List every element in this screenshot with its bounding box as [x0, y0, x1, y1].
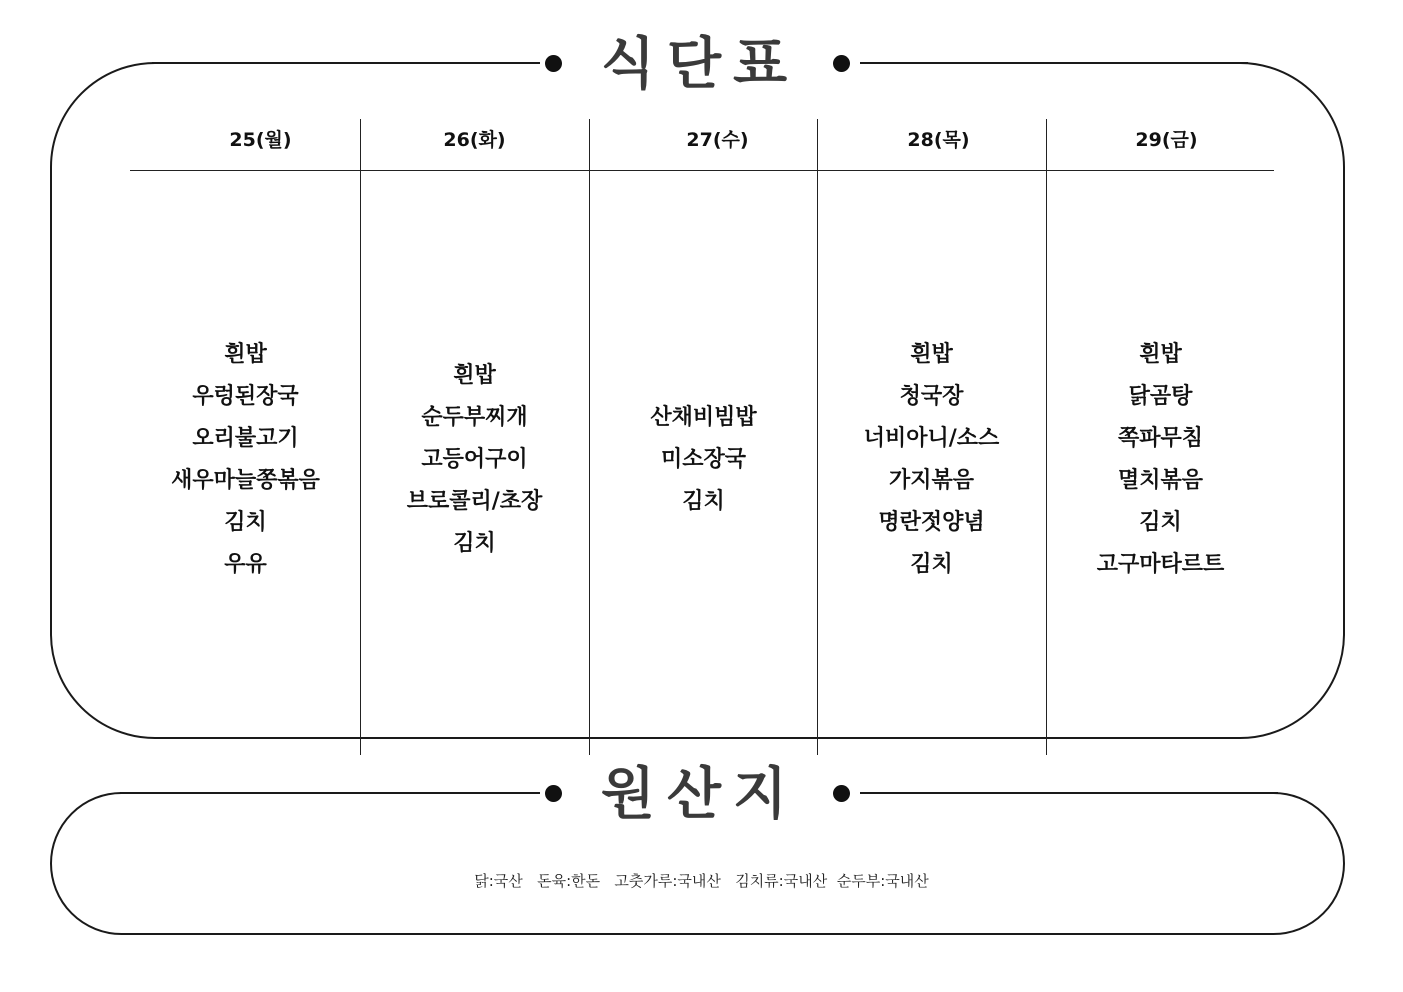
menu-heading-dot-left [545, 55, 562, 72]
origin-heading-dot-left [545, 785, 562, 802]
dish-item: 브로콜리/초장 [406, 489, 543, 514]
dish-item: 명란젓양념 [878, 510, 985, 535]
menu-heading-dot-right [833, 55, 850, 72]
day-column-fri [1046, 170, 1275, 750]
menu-title: 식단표 [600, 32, 800, 97]
day-header-fri: 29(금) [1135, 129, 1198, 151]
dish-item: 가지볶음 [888, 468, 974, 493]
dish-item: 고등어구이 [421, 447, 528, 472]
dish-item: 산채비빔밥 [650, 405, 757, 430]
dish-item: 청국장 [899, 384, 964, 409]
dish-item: 고구마타르트 [1096, 552, 1225, 577]
dish-item: 우유 [224, 552, 267, 577]
origin-info: 닭:국산 돈육:한돈 고춧가루:국내산 김치류:국내산 순두부:국내산 [474, 872, 929, 890]
day-column-mon [131, 170, 360, 750]
dish-item: 닭곰탕 [1128, 384, 1193, 409]
dish-item: 멸치볶음 [1117, 468, 1203, 493]
day-header-mon: 25(월) [229, 129, 292, 151]
origin-heading-area [540, 758, 860, 828]
day-header-tue: 26(화) [443, 129, 506, 151]
dish-item: 쪽파무침 [1117, 426, 1203, 451]
dish-item: 너비아니/소스 [863, 426, 1000, 451]
dish-item: 우렁된장국 [192, 384, 299, 409]
origin-heading-line-left [120, 792, 550, 794]
dish-item: 김치 [682, 489, 725, 514]
menu-heading-line-left [152, 62, 550, 64]
day-column-wed [589, 170, 818, 750]
dish-item: 흰밥 [453, 363, 496, 388]
day-header-thu: 28(목) [907, 129, 970, 151]
dish-item: 김치 [224, 510, 267, 535]
origin-title: 원산지 [600, 762, 800, 827]
dish-item: 새우마늘쫑볶음 [171, 468, 320, 493]
origin-heading-line-right [848, 792, 1278, 794]
dish-item: 흰밥 [1139, 342, 1182, 367]
day-column-thu [817, 170, 1046, 750]
day-header-wed: 27(수) [686, 129, 749, 151]
dish-item: 오리불고기 [192, 426, 299, 451]
origin-heading-dot-right [833, 785, 850, 802]
menu-heading-line-right [848, 62, 1248, 64]
dish-item: 김치 [453, 531, 496, 556]
day-column-tue [360, 170, 589, 750]
dish-item: 미소장국 [660, 447, 746, 472]
dish-item: 김치 [1139, 510, 1182, 535]
dish-item: 흰밥 [910, 342, 953, 367]
dish-item: 흰밥 [224, 342, 267, 367]
dish-item: 김치 [910, 552, 953, 577]
menu-heading-area [540, 28, 860, 98]
dish-item: 순두부찌개 [421, 405, 528, 430]
